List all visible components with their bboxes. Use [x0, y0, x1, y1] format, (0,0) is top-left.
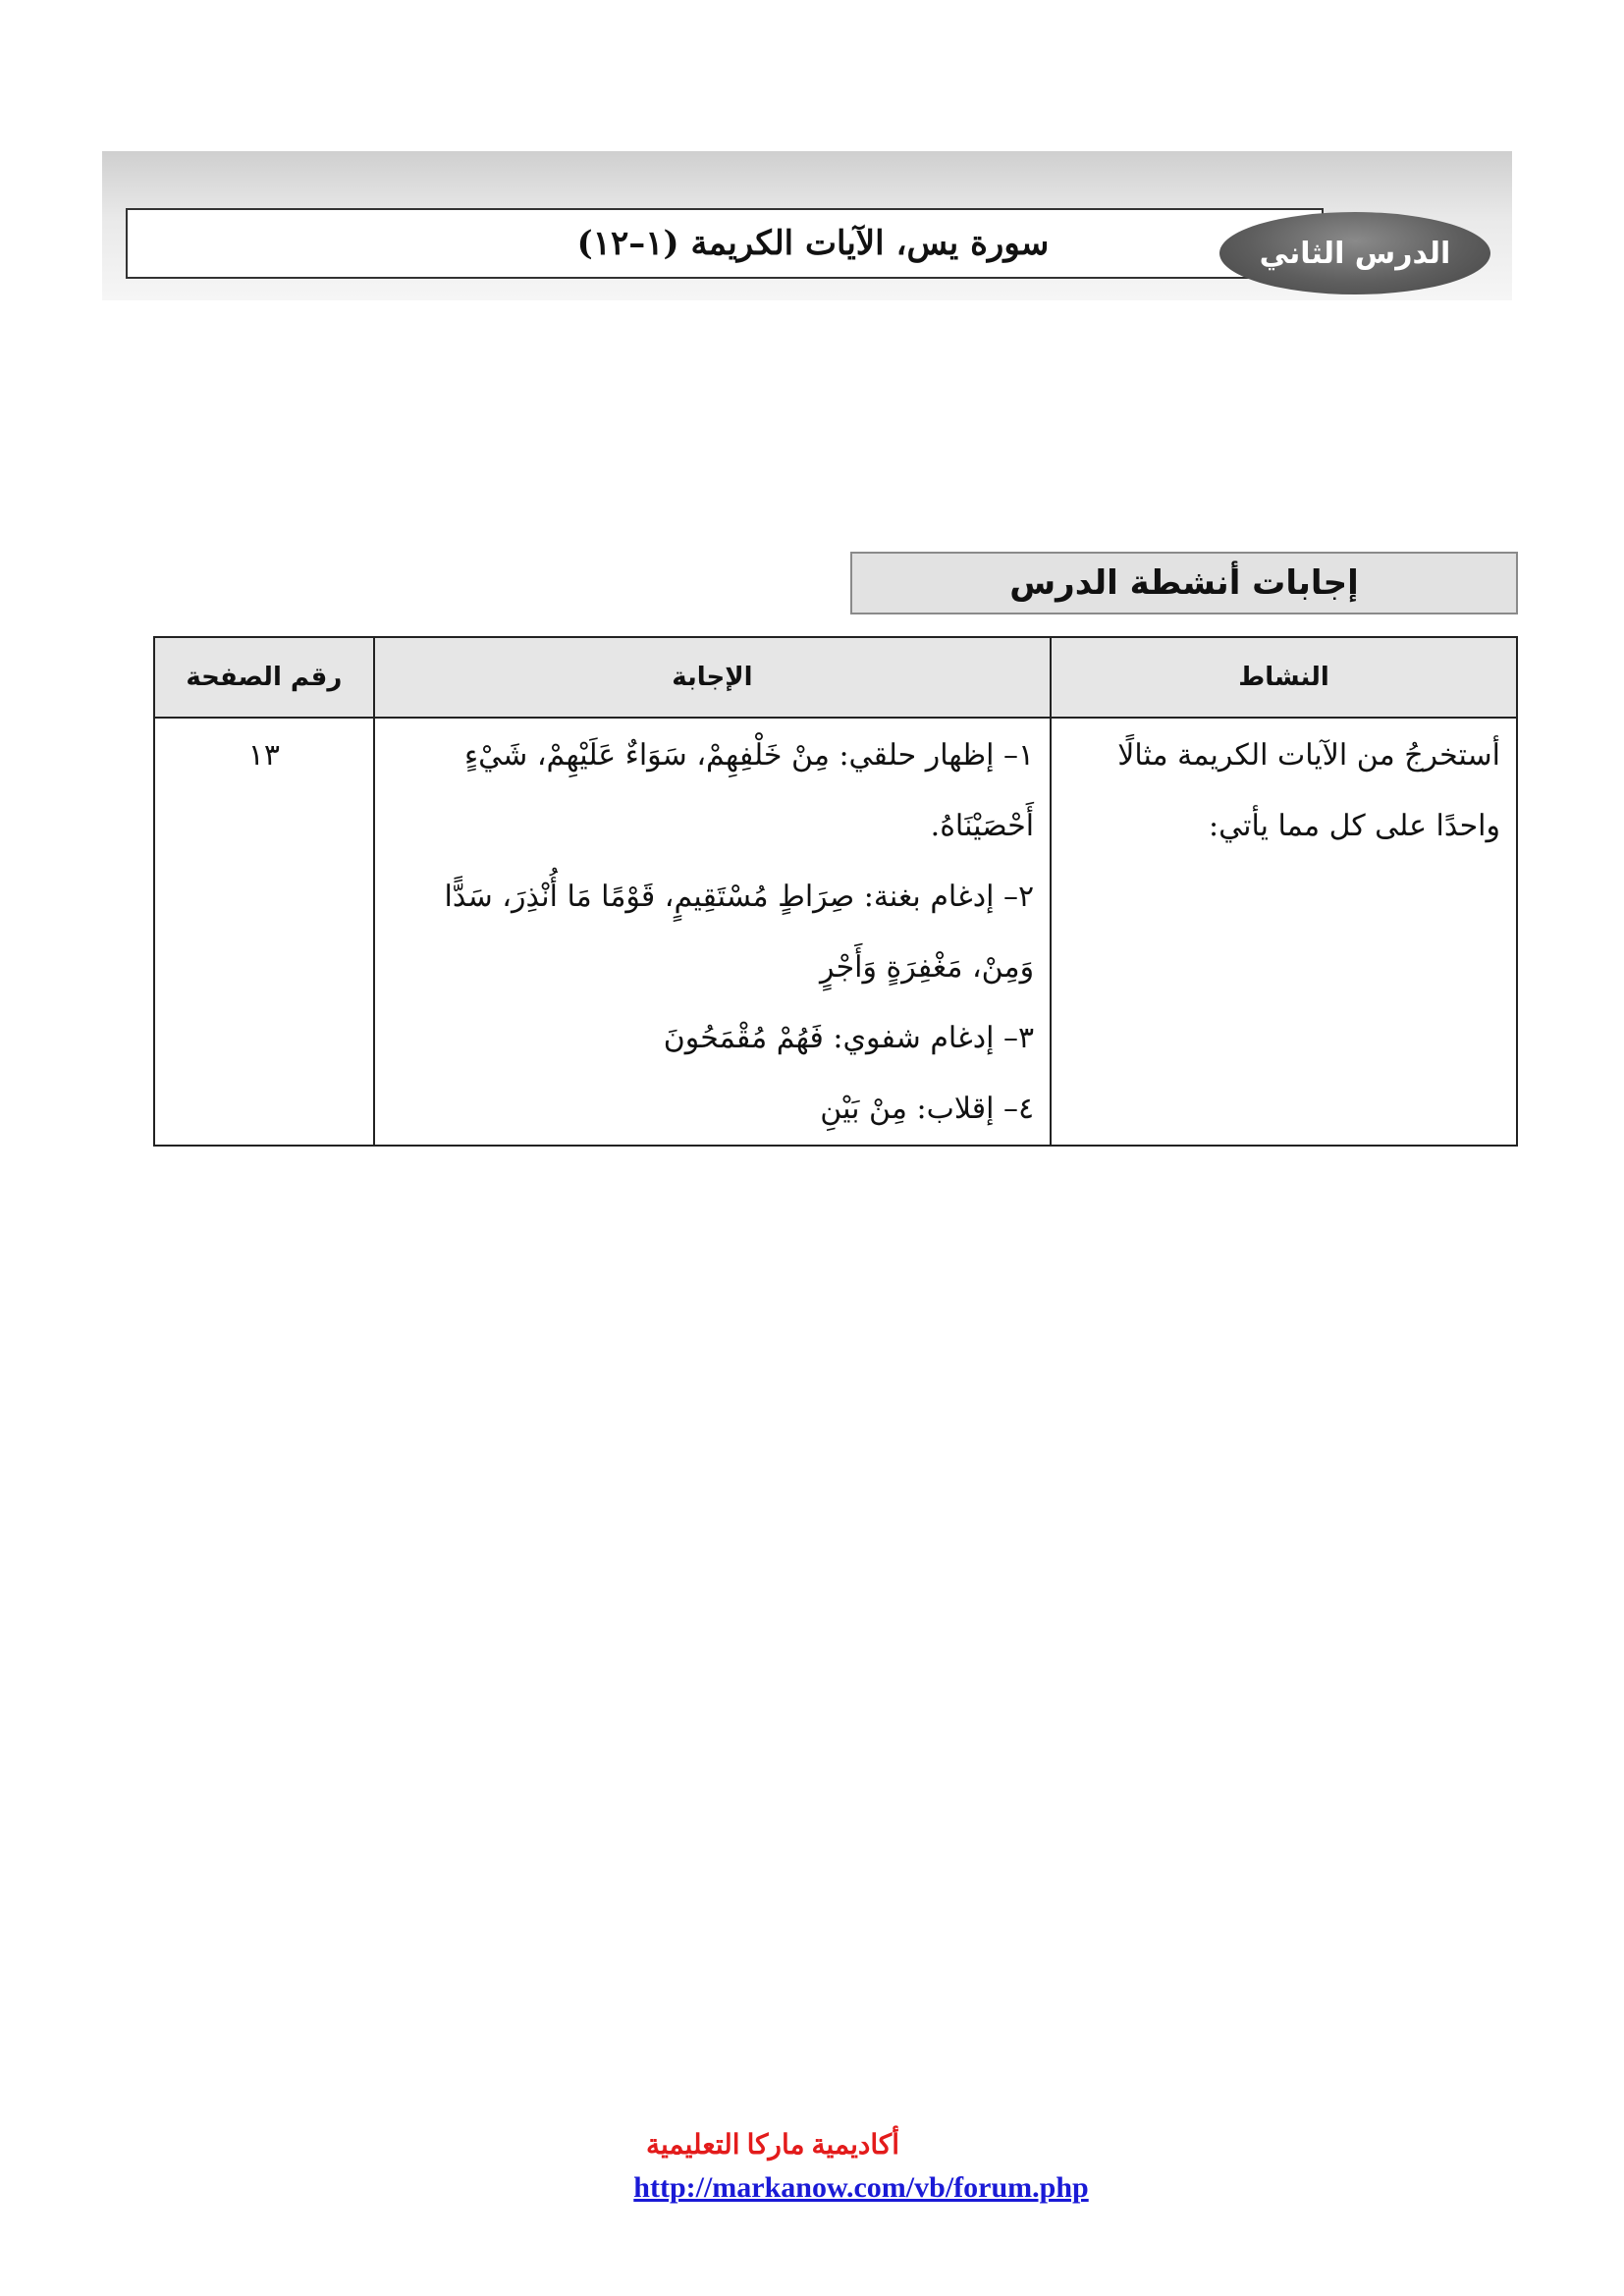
answer-item: ٣– إدغام شفوي: فَهُمْ مُقْمَحُونَ [663, 1021, 1035, 1055]
column-header-activity: النشاط [1051, 637, 1517, 718]
footer-link[interactable]: http://markanow.com/vb/forum.php [633, 2171, 1089, 2204]
lesson-label-badge: الدرس الثاني [1219, 212, 1490, 294]
column-header-page: رقم الصفحة [154, 637, 374, 718]
column-header-answer: الإجابة [374, 637, 1051, 718]
answer-item: ١– إظهار حلقي: مِنْ خَلْفِهِمْ، سَوَاءٌ عَلَيْهِمْ، شَيْءٍ أَحْصَيْنَاهُ. [464, 738, 1035, 843]
answers-heading: إجابات أنشطة الدرس [850, 552, 1518, 614]
lesson-title: سورة يس، الآيات الكريمة (١–١٢) [126, 208, 1324, 279]
table-row [154, 718, 1517, 1146]
answer-item: ٤– إقلاب: مِنْ بَيْنِ [820, 1092, 1035, 1126]
page-number-cell: ١٣ [154, 718, 374, 1146]
answers-table [153, 636, 1518, 1147]
table-header-row [154, 637, 1517, 718]
lesson-header [102, 151, 1512, 300]
footer [0, 2128, 1624, 2205]
answer-cell [374, 718, 1051, 1146]
answer-item: ٢– إدغام بغنة: صِرَاطٍ مُسْتَقِيمٍ، قَوْمًا مَا أُنْذِرَ، سَدًّا وَمِنْ، مَغْفِرَةٍ وَأَجْرٍ [444, 880, 1035, 985]
activity-cell: أستخرجُ من الآيات الكريمة مثالًا واحدًا على كل مما يأتي: [1051, 718, 1517, 1146]
footer-academy-name: أكاديمية ماركا التعليمية [645, 2130, 900, 2161]
